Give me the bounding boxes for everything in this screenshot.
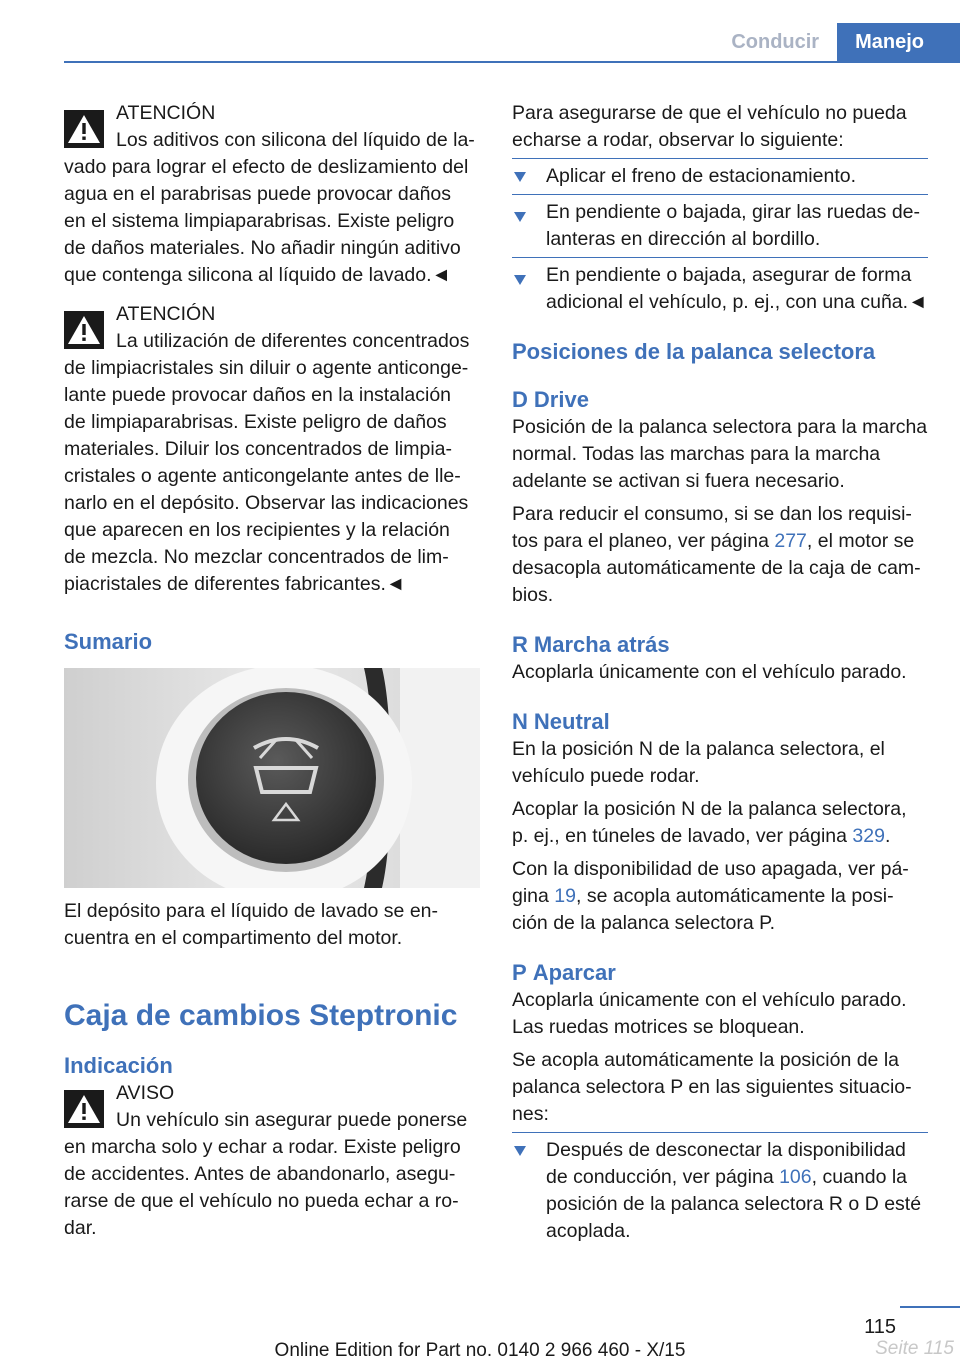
bullet-triangle-icon [514, 275, 526, 285]
photo-caption-line: cuentra en el compartimento del motor. [64, 927, 403, 949]
gear-name: Marcha atrás [533, 632, 670, 657]
bullet-triangle-icon [514, 1146, 526, 1156]
intro-line: Para asegurarse de que el vehículo no pueda [512, 102, 907, 124]
text-line [512, 528, 928, 555]
gear-name: Neutral [533, 709, 610, 734]
warning-block-3 [64, 1080, 480, 1242]
list-item-text: En pendiente o bajada, asegurar de forma [546, 264, 912, 286]
warning-text-line: rarse de que el vehículo no pueda echar a ro- [64, 1190, 459, 1212]
warning-text-line: de mezcla. No mezclar concentrados de lim- [64, 546, 449, 568]
list-item-text: lanteras en dirección al bordillo. [546, 228, 821, 250]
text-line: bios. [512, 584, 554, 606]
heading-drive [512, 386, 928, 414]
warning-text-line: piacristales de diferentes fabricantes.◄ [64, 573, 406, 595]
photo-caption-line: El depósito para el líquido de lavado se en- [64, 900, 439, 922]
warning-triangle-icon [64, 1090, 104, 1128]
text-line [512, 883, 928, 910]
heading-sumario: Sumario [64, 629, 153, 654]
text-line: adelante se activan si fuera necesario. [512, 470, 845, 492]
right-column [512, 100, 928, 1245]
list-item [512, 194, 928, 253]
list-item-text: En pendiente o bajada, girar las ruedas de- [546, 201, 921, 223]
warning-title: AVISO [116, 1082, 175, 1104]
heading-posiciones: Posiciones de la palanca selectora [512, 339, 876, 364]
text-line: Para reducir el consumo, si se dan los requisi- [512, 503, 912, 525]
list-item-text: adicional el vehículo, p. ej., con una cuña.◄ [546, 291, 928, 313]
warning-text-line: en marcha solo y echar a rodar. Existe peligro [64, 1136, 461, 1158]
warning-text-line: que aparecen en los recipientes y la relación [64, 519, 450, 541]
text-span: , cuando la [811, 1166, 908, 1188]
warning-text-line: vado para lograr el efecto de deslizamiento del [64, 156, 469, 178]
text-span: de conducción, ver página [546, 1166, 780, 1188]
list-item [512, 257, 928, 316]
text-line: nes: [512, 1103, 549, 1125]
heading-indicacion: Indicación [64, 1053, 173, 1078]
text-span: . [884, 825, 891, 847]
warning-title: ATENCIÓN [116, 102, 216, 124]
warning-text-line: dar. [64, 1217, 97, 1239]
text-line: Acoplarla únicamente con el vehículo parado. [512, 989, 907, 1011]
text-line: Posición de la palanca selectora para la marcha [512, 416, 928, 438]
text-line: palanca selectora P en las siguientes situacio- [512, 1076, 912, 1098]
warning-text-line: lante puede provocar daños en la instalación [64, 384, 452, 406]
warning-text-line: en el sistema limpiaparabrisas. Existe peligro [64, 210, 455, 232]
gear-letter: R [512, 632, 528, 657]
text-span: , se acopla automáticamente la posi- [576, 885, 894, 907]
text-line: En la posición N de la palanca selectora, el [512, 738, 885, 760]
list-item-text [546, 1164, 928, 1191]
warning-text-line: materiales. Diluir los concentrados de limpia- [64, 438, 452, 460]
washer-reservoir-photo [64, 668, 480, 888]
warning-text-line: de limpiacristales sin diluir o agente anticonge- [64, 357, 469, 379]
list-item [512, 1132, 928, 1245]
gear-letter: D [512, 387, 528, 412]
warning-text-line: de limpiaparabrisas. Existe peligro de daños [64, 411, 447, 433]
list-item [512, 158, 928, 190]
text-span: , el motor se [806, 530, 915, 552]
warning-title: ATENCIÓN [116, 303, 216, 325]
warning-text-line: que contenga silicona al líquido de lavado.◄ [64, 264, 451, 286]
edition-footer: Online Edition for Part no. 0140 2 966 460 - X/15 [274, 1340, 686, 1361]
text-line: Se acopla automáticamente la posición de la [512, 1049, 899, 1071]
heading-neutral [512, 708, 928, 736]
header-rule [64, 61, 960, 63]
page-link-277[interactable]: 277 [774, 530, 807, 552]
bullet-triangle-icon [514, 172, 526, 182]
page-link-106[interactable]: 106 [779, 1166, 812, 1188]
precautions-list [512, 158, 928, 316]
intro-line: echarse a rodar, observar lo siguiente: [512, 129, 844, 151]
tab-conducir[interactable]: Conducir [713, 23, 837, 61]
page-number: 115 [864, 1316, 896, 1338]
warning-triangle-icon [64, 311, 104, 349]
list-item-text: Aplicar el freno de estacionamiento. [546, 165, 857, 187]
left-column [64, 100, 480, 1242]
warning-text-line: narlo en el depósito. Observar las indicaciones [64, 492, 469, 514]
tab-manejo[interactable]: Manejo [837, 23, 960, 61]
text-line: desacopla automáticamente de la caja de cam- [512, 557, 921, 579]
warning-text-line: Un vehículo sin asegurar puede ponerse [116, 1109, 468, 1131]
list-divider [512, 194, 928, 195]
heading-park [512, 959, 928, 987]
text-line: Acoplar la posición N de la palanca selectora, [512, 798, 907, 820]
list-divider [512, 257, 928, 258]
list-divider [512, 158, 928, 159]
gear-letter: N [512, 709, 528, 734]
park-situations-list [512, 1132, 928, 1245]
gear-name: Aparcar [532, 960, 616, 985]
header-tabs [713, 23, 960, 61]
gear-letter: P [512, 960, 527, 985]
warning-text-line: de daños materiales. No añadir ningún aditivo [64, 237, 461, 259]
footer-rule [900, 1306, 960, 1308]
section-title: Caja de cambios Steptronic [64, 999, 458, 1032]
washer-cap-illustration [64, 668, 480, 888]
warning-block-1 [64, 100, 480, 289]
text-line [512, 823, 928, 850]
warning-text-line: cristales o agente anticongelante antes de lle- [64, 465, 461, 487]
text-span: tos para el planeo, ver página [512, 530, 775, 552]
list-divider [512, 1132, 928, 1133]
text-span: p. ej., en túneles de lavado, ver página [512, 825, 853, 847]
text-line: Las ruedas motrices se bloquean. [512, 1016, 805, 1038]
list-item-text: posición de la palanca selectora R o D esté [546, 1193, 922, 1215]
list-item-text: Después de desconectar la disponibilidad [546, 1139, 906, 1161]
page-link-19[interactable]: 19 [554, 885, 576, 907]
warning-text-line: de accidentes. Antes de abandonarlo, asegu- [64, 1163, 456, 1185]
text-span: gina [512, 885, 555, 907]
text-line: vehículo puede rodar. [512, 765, 700, 787]
warning-text-line: agua en el parabrisas puede provocar daños [64, 183, 452, 205]
bullet-triangle-icon [514, 212, 526, 222]
text-line: Con la disponibilidad de uso apagada, ver pá- [512, 858, 909, 880]
text-line: ción de la palanca selectora P. [512, 912, 776, 934]
watermark: Seite 115 [875, 1338, 954, 1359]
warning-block-2 [64, 301, 480, 598]
text-line: Acoplarla únicamente con el vehículo parado. [512, 661, 907, 683]
text-line: normal. Todas las marchas para la marcha [512, 443, 881, 465]
warning-text-line: Los aditivos con silicona del líquido de la- [116, 129, 475, 151]
gear-name: Drive [533, 387, 589, 412]
page-link-329[interactable]: 329 [852, 825, 885, 847]
list-item-text: acoplada. [546, 1220, 631, 1242]
heading-reverse [512, 631, 928, 659]
warning-text-line: La utilización de diferentes concentrados [116, 330, 470, 352]
warning-triangle-icon [64, 110, 104, 148]
